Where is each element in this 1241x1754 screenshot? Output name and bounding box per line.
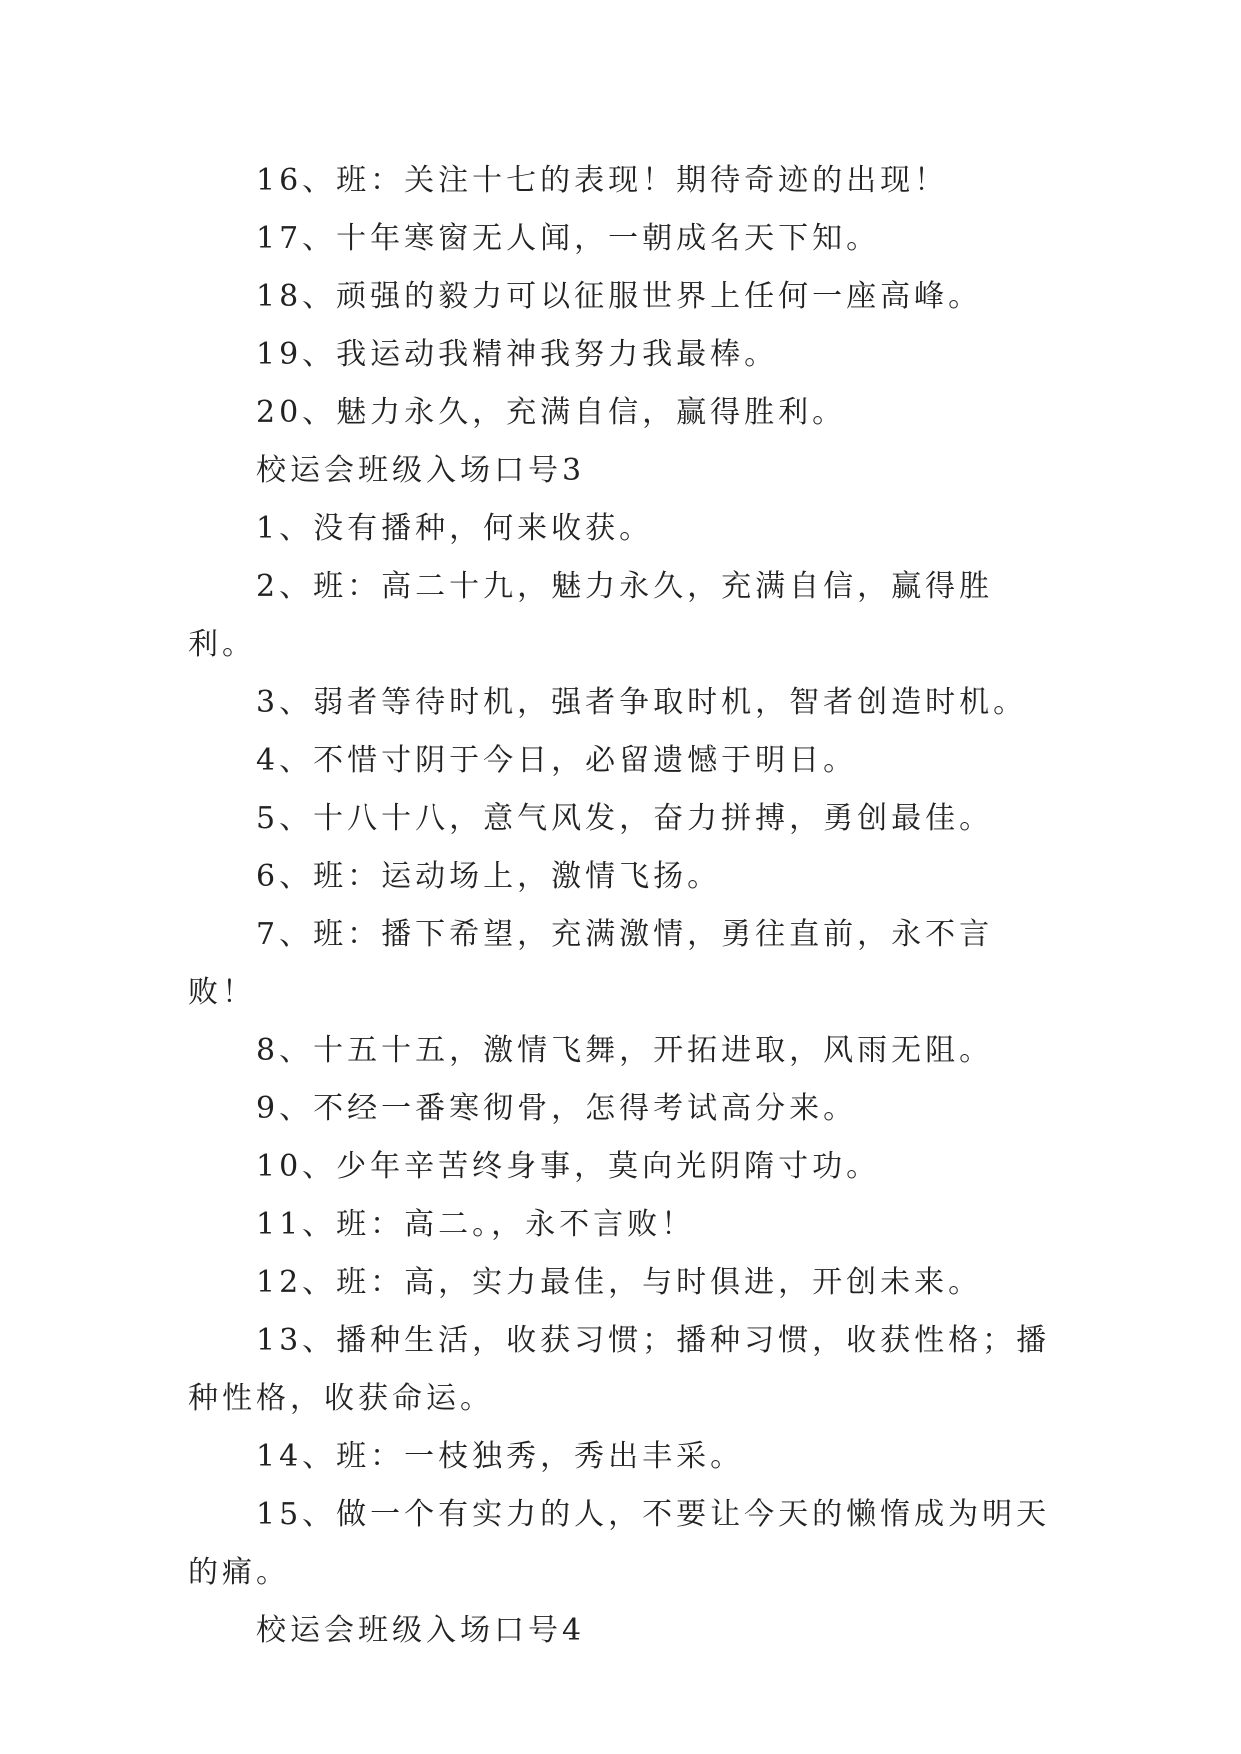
slogan-8: 8、十五十五，激情飞舞，开拓进取，风雨无阻。 bbox=[256, 1033, 994, 1068]
slogan-18: 18、顽强的毅力可以征服世界上任何一座高峰。 bbox=[256, 279, 983, 314]
slogan-19: 19、我运动我精神我努力我最棒。 bbox=[256, 337, 779, 372]
slogan-1: 1、没有播种，何来收获。 bbox=[256, 511, 654, 546]
slogan-5: 5、十八十八，意气风发，奋力拼搏，勇创最佳。 bbox=[256, 801, 994, 836]
section-heading-3: 校运会班级入场口号3 bbox=[256, 453, 586, 488]
slogan-17: 17、十年寒窗无人闻，一朝成名天下知。 bbox=[256, 221, 881, 256]
slogan-12: 12、班：高，实力最佳，与时俱进，开创未来。 bbox=[256, 1265, 983, 1300]
slogan-13: 13、播种生活，收获习惯；播种习惯，收获性格；播种性格，收获命运。 bbox=[188, 1323, 1051, 1416]
slogan-11: 11、班：高二。，永不言败！ bbox=[256, 1207, 696, 1242]
slogan-20: 20、魅力永久，充满自信，赢得胜利。 bbox=[256, 395, 847, 430]
slogan-15: 15、做一个有实力的人，不要让今天的懒惰成为明天的痛。 bbox=[188, 1497, 1051, 1590]
slogan-14: 14、班：一枝独秀，秀出丰采。 bbox=[256, 1439, 745, 1474]
slogan-4: 4、不惜寸阴于今日，必留遗憾于明日。 bbox=[256, 743, 858, 778]
slogan-16: 16、班：关注十七的表现！期待奇迹的出现！ bbox=[256, 163, 949, 198]
section-heading-4: 校运会班级入场口号4 bbox=[256, 1613, 586, 1648]
slogan-6: 6、班：运动场上，激情飞扬。 bbox=[256, 859, 722, 894]
slogan-2: 2、班：高二十九，魅力永久，充满自信，赢得胜利。 bbox=[188, 569, 994, 662]
slogan-9: 9、不经一番寒彻骨，怎得考试高分来。 bbox=[256, 1091, 858, 1126]
slogan-3: 3、弱者等待时机，强者争取时机，智者创造时机。 bbox=[256, 685, 1028, 720]
slogan-10: 10、少年辛苦终身事，莫向光阴隋寸功。 bbox=[256, 1149, 881, 1184]
slogan-7: 7、班：播下希望，充满激情，勇往直前，永不言败！ bbox=[188, 917, 994, 1010]
document-body bbox=[188, 152, 1060, 1660]
